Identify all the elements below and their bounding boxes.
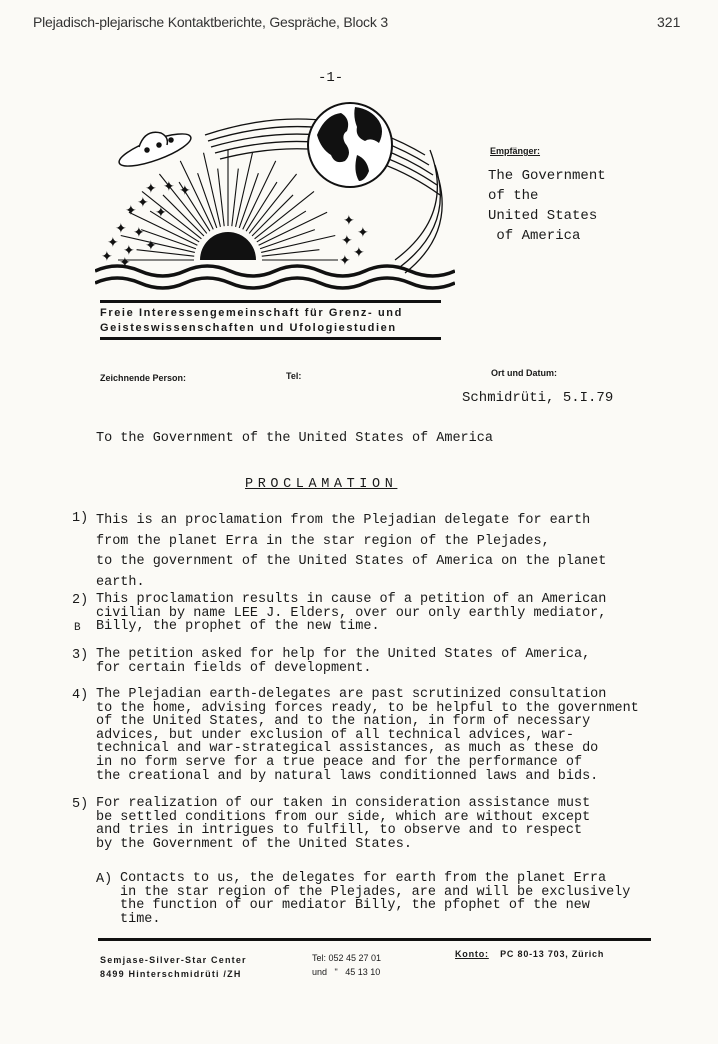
paragraph-3: [96, 648, 590, 675]
svg-text:✦: ✦: [339, 253, 351, 269]
recipient-line: of the: [488, 188, 539, 204]
recipient-line: United States: [488, 208, 598, 224]
recipient-line: of America: [488, 228, 581, 244]
footer-telephone: [312, 951, 381, 979]
paragraph-line: advices, but under exclusion of all technical advices, war-: [96, 727, 574, 743]
paragraph-line: and tries in intrigues to fulfill, to observe and to respect: [96, 823, 583, 839]
svg-text:✦: ✦: [357, 225, 369, 241]
svg-text:✦: ✦: [343, 213, 355, 229]
paragraph-line: in no form serve for a true peace and for the performance of: [96, 754, 583, 770]
sun-ray: [252, 195, 293, 236]
paragraph-number: 5): [72, 797, 89, 812]
subparagraph-letter: A): [96, 872, 113, 887]
paragraph-line: of the United States, and to the nation, in form of necessary: [96, 714, 591, 730]
sun-ray: [259, 212, 327, 245]
footer-konto-label: Konto:: [455, 949, 489, 959]
organization-name-line: Geisteswissenschaften und Ufologiestudien: [100, 322, 397, 334]
place-date-label: Ort und Datum:: [491, 368, 557, 378]
organization-name: [100, 306, 403, 336]
paragraph-line: This proclamation results in cause of a petition of an American: [96, 592, 607, 607]
paragraph-1: [96, 511, 606, 593]
svg-text:✦: ✦: [163, 179, 175, 195]
paragraph-number: 1): [72, 511, 89, 526]
footer-tel-line: Tel: 052 45 27 01: [312, 953, 382, 963]
footer-tel-line: und " 45 13 10: [312, 967, 381, 977]
paragraph-line: the function of our mediator Billy, the pfophet of the new: [120, 898, 590, 914]
salutation: To the Government of the United States of America: [96, 431, 493, 446]
paragraph-line: by the Government of the United States.: [96, 836, 412, 852]
margin-mark: B: [74, 622, 81, 634]
paragraph-line: the creational and by natural laws conditionned laws and bids.: [96, 768, 599, 784]
recipient-label: Empfänger:: [490, 146, 541, 156]
subparagraph-a: [120, 872, 630, 926]
org-rule-bottom: [100, 337, 441, 340]
waves-icon: [95, 266, 455, 288]
svg-text:✦: ✦: [137, 195, 149, 211]
svg-text:✦: ✦: [353, 245, 365, 261]
page-number: 321: [657, 14, 681, 30]
paragraph-number: 3): [72, 648, 89, 663]
paragraph-line: The Plejadian earth-delegates are past scrutinized consultation: [96, 687, 607, 702]
paragraph-line: civilian by name LEE J. Elders, over our only earthly mediator,: [96, 605, 607, 621]
paragraph-line: time.: [120, 911, 161, 927]
place-date-value: Schmidrüti, 5.I.79: [462, 390, 614, 406]
organization-name-line: Freie Interessengemeinschaft für Grenz- und: [100, 307, 403, 319]
svg-text:✦: ✦: [145, 181, 157, 197]
paragraph-line: from the planet Erra in the star region of the Plejades,: [96, 533, 550, 549]
paragraph-line: for certain fields of development.: [96, 660, 372, 676]
svg-text:✦: ✦: [133, 225, 145, 241]
running-head: Plejadisch-plejarische Kontaktberichte, Gespräche, Block 3: [33, 14, 388, 30]
footer-rule: [98, 938, 651, 941]
sun-ray: [243, 161, 276, 229]
footer-center-name: Semjase-Silver-Star Center: [100, 955, 247, 965]
recipient-line: The Government: [488, 168, 606, 184]
paragraph-line: to the government of the United States of America on the planet: [96, 554, 607, 569]
proclamation-title: PROCLAMATION: [245, 477, 398, 492]
paragraph-line: This is an proclamation from the Plejadian delegate for earth: [96, 513, 591, 528]
document-page-mark: -1-: [318, 70, 344, 86]
paragraph-line: Contacts to us, the delegates for earth from the planet Erra: [120, 871, 607, 886]
svg-text:✦: ✦: [123, 243, 135, 259]
svg-text:✦: ✦: [101, 249, 113, 265]
svg-text:✦: ✦: [179, 183, 191, 199]
svg-text:✦: ✦: [125, 203, 137, 219]
tel-label: Tel:: [286, 371, 302, 381]
paragraph-5: [96, 797, 590, 851]
paragraph-line: technical and war-strategical assistances, as much as these do: [96, 741, 599, 757]
svg-text:✦: ✦: [155, 205, 167, 221]
svg-text:✦: ✦: [145, 238, 157, 254]
paragraph-line: to the home, advising forces ready, to be helpful to the government: [96, 700, 639, 716]
earth-globe-icon: [308, 103, 392, 187]
paragraph-line: For realization of our taken in consideration assistance must: [96, 796, 591, 811]
sun-ray: [163, 195, 204, 236]
org-rule-top: [100, 300, 441, 303]
paragraph-number: 2): [72, 593, 89, 608]
svg-text:✦: ✦: [119, 255, 131, 271]
paragraph-2: [96, 593, 606, 634]
paragraph-number: 4): [72, 688, 89, 703]
paragraph-line: earth.: [96, 574, 145, 590]
footer-account: [455, 949, 604, 959]
svg-text:✦: ✦: [107, 235, 119, 251]
paragraph-line: in the star region of the Plejades, are and will be exclusively: [120, 884, 631, 900]
paragraph-line: Billy, the prophet of the new time.: [96, 619, 380, 635]
paragraph-line: be settled conditions from our side, which are without except: [96, 809, 591, 825]
svg-text:✦: ✦: [115, 221, 127, 237]
svg-text:✦: ✦: [341, 233, 353, 249]
footer-konto-value: PC 80-13 703, Zürich: [500, 949, 605, 959]
sun-icon: [200, 232, 256, 260]
footer-address: [100, 953, 247, 981]
paragraph-4: [96, 688, 639, 783]
paragraph-line: The petition asked for help for the United States of America,: [96, 647, 591, 662]
footer-center-location: 8499 Hinterschmidrüti /ZH: [100, 969, 242, 979]
signer-label: Zeichnende Person:: [100, 373, 187, 383]
letterhead-illustration: [95, 95, 455, 305]
